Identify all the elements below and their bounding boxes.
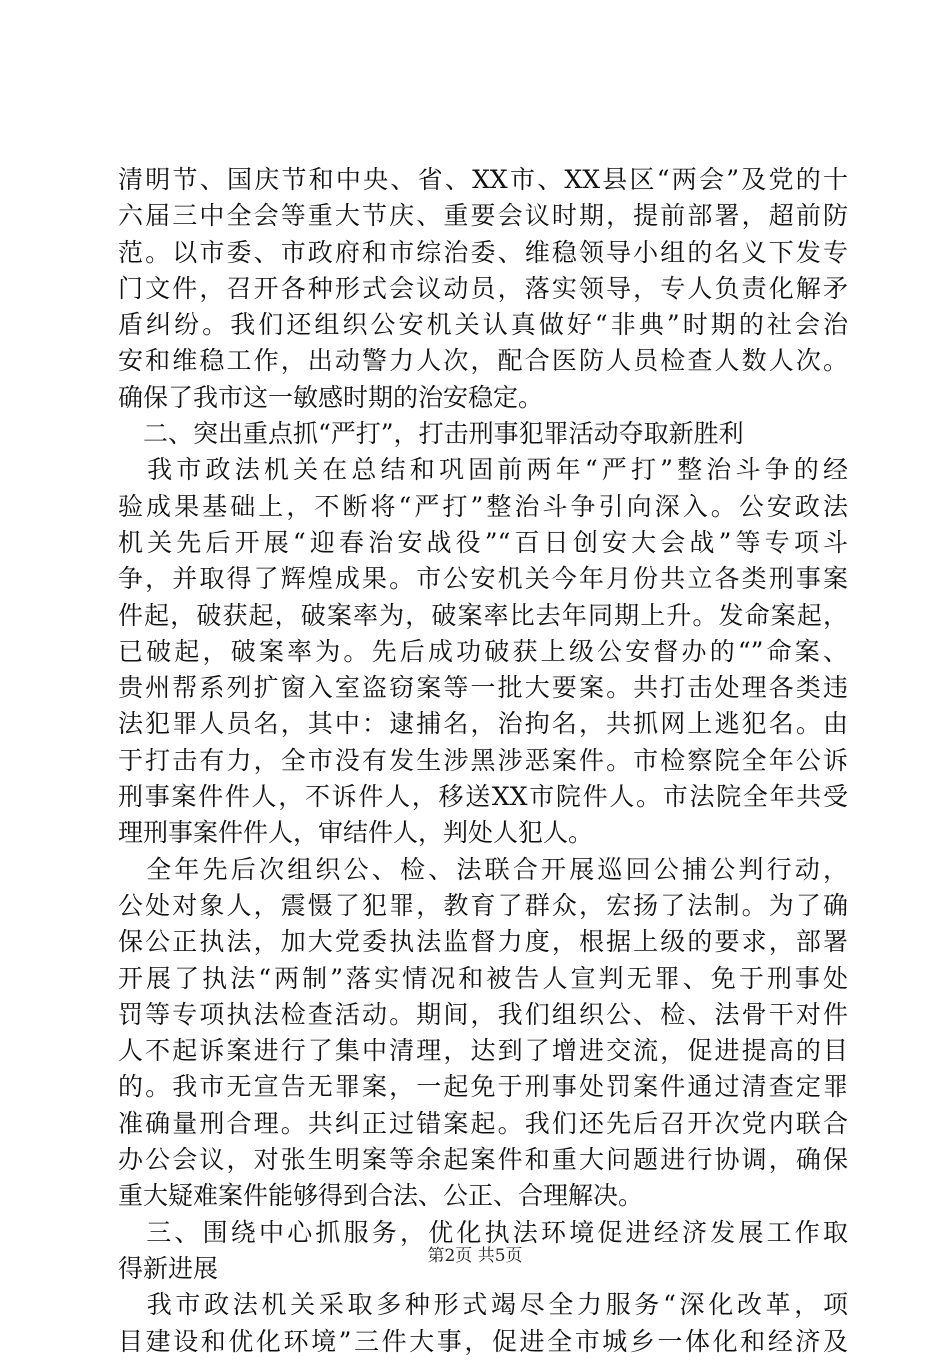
section-heading: 三、围绕中心抓服务，优化执法环境促进经济发展工作取 (118, 1217, 848, 1247)
text-line: 罚等专项执法检查活动。期间，我们组织公、检、法骨干对件 (118, 999, 848, 1029)
text-line: 机关先后开展“迎春治安战役”“百日创安大会战”等专项斗 (118, 527, 848, 557)
text-line: 我市政法机关采取多种形式竭尽全力服务“深化改革，项 (118, 1290, 848, 1320)
text-line: 验成果基础上，不断将“严打”整治斗争引向深入。公安政法 (118, 491, 848, 521)
text-line: 六届三中全会等重大节庆、重要会议时期，提前部署，超前防 (118, 201, 848, 231)
text-line: 开展了执法“两制”落实情况和被告人宣判无罪、免于刑事处 (118, 963, 848, 993)
text-line: 安和维稳工作，出动警力人次，配合医防人员检查人数人次。 (118, 346, 848, 376)
text-line: 保公正执法，加大党委执法监督力度，根据上级的要求，部署 (118, 927, 848, 957)
text-line: 门文件，召开各种形式会议动员，落实领导，专人负责化解矛 (118, 273, 848, 303)
text-line: 盾纠纷。我们还组织公安机关认真做好“非典”时期的社会治 (118, 310, 848, 340)
section-heading: 得新进展 (118, 1253, 219, 1283)
text-line: 贵州帮系列扩窗入室盗窃案等一批大要案。共打击处理各类违 (118, 673, 848, 703)
page-footer: 第2页 共5页 (427, 1246, 523, 1266)
text-line: 刑事案件件人，不诉件人，移送XX市院件人。市法院全年共受 (118, 782, 848, 812)
text-line: 人不起诉案进行了集中清理，达到了增进交流，促进提高的目 (118, 1036, 848, 1066)
text-line: 清明节、国庆节和中央、省、XX市、XX县区“两会”及党的十 (118, 165, 848, 194)
body-text (118, 162, 848, 1360)
section-heading: 二、突出重点抓“严打”，打击刑事犯罪活动夺取新胜利 (118, 419, 744, 449)
text-line: 全年先后次组织公、检、法联合开展巡回公捕公判行动， (118, 854, 848, 884)
text-line: 件起，破获起，破案率为，破案率比去年同期上升。发命案起， (118, 600, 848, 630)
text-line: 于打击有力，全市没有发生涉黑涉恶案件。市检察院全年公诉 (118, 745, 848, 775)
text-line: 理刑事案件件人，审结件人，判处人犯人。 (118, 818, 594, 848)
text-line: 已破起，破案率为。先后成功破获上级公安督办的“”命案、 (118, 636, 848, 666)
text-line: 的。我市无宣告无罪案，一起免于刑事处罚案件通过清查定罪 (118, 1072, 848, 1102)
text-line: 目建设和优化环境”三件大事，促进全市城乡一体化和经济及 (118, 1326, 848, 1356)
text-line: 法犯罪人员名，其中：逮捕名，治拘名，共抓网上逃犯名。由 (118, 709, 848, 739)
text-line: 范。以市委、市政府和市综治委、维稳领导小组的名义下发专 (118, 237, 848, 267)
text-line: 重大疑难案件能够得到合法、公正、合理解决。 (118, 1181, 644, 1211)
text-line: 我市政法机关在总结和巩固前两年“严打”整治斗争的经 (118, 455, 848, 485)
text-line: 公处对象人，震慑了犯罪，教育了群众，宏扬了法制。为了确 (118, 890, 848, 920)
text-line: 争，并取得了辉煌成果。市公安机关今年月份共立各类刑事案 (118, 564, 848, 594)
text-line: 准确量刑合理。共纠正过错案起。我们还先后召开次党内联合 (118, 1108, 848, 1138)
text-line: 确保了我市这一敏感时期的治安稳定。 (118, 382, 544, 412)
text-line: 办公会议，对张生明案等余起案件和重大问题进行协调，确保 (118, 1145, 848, 1175)
